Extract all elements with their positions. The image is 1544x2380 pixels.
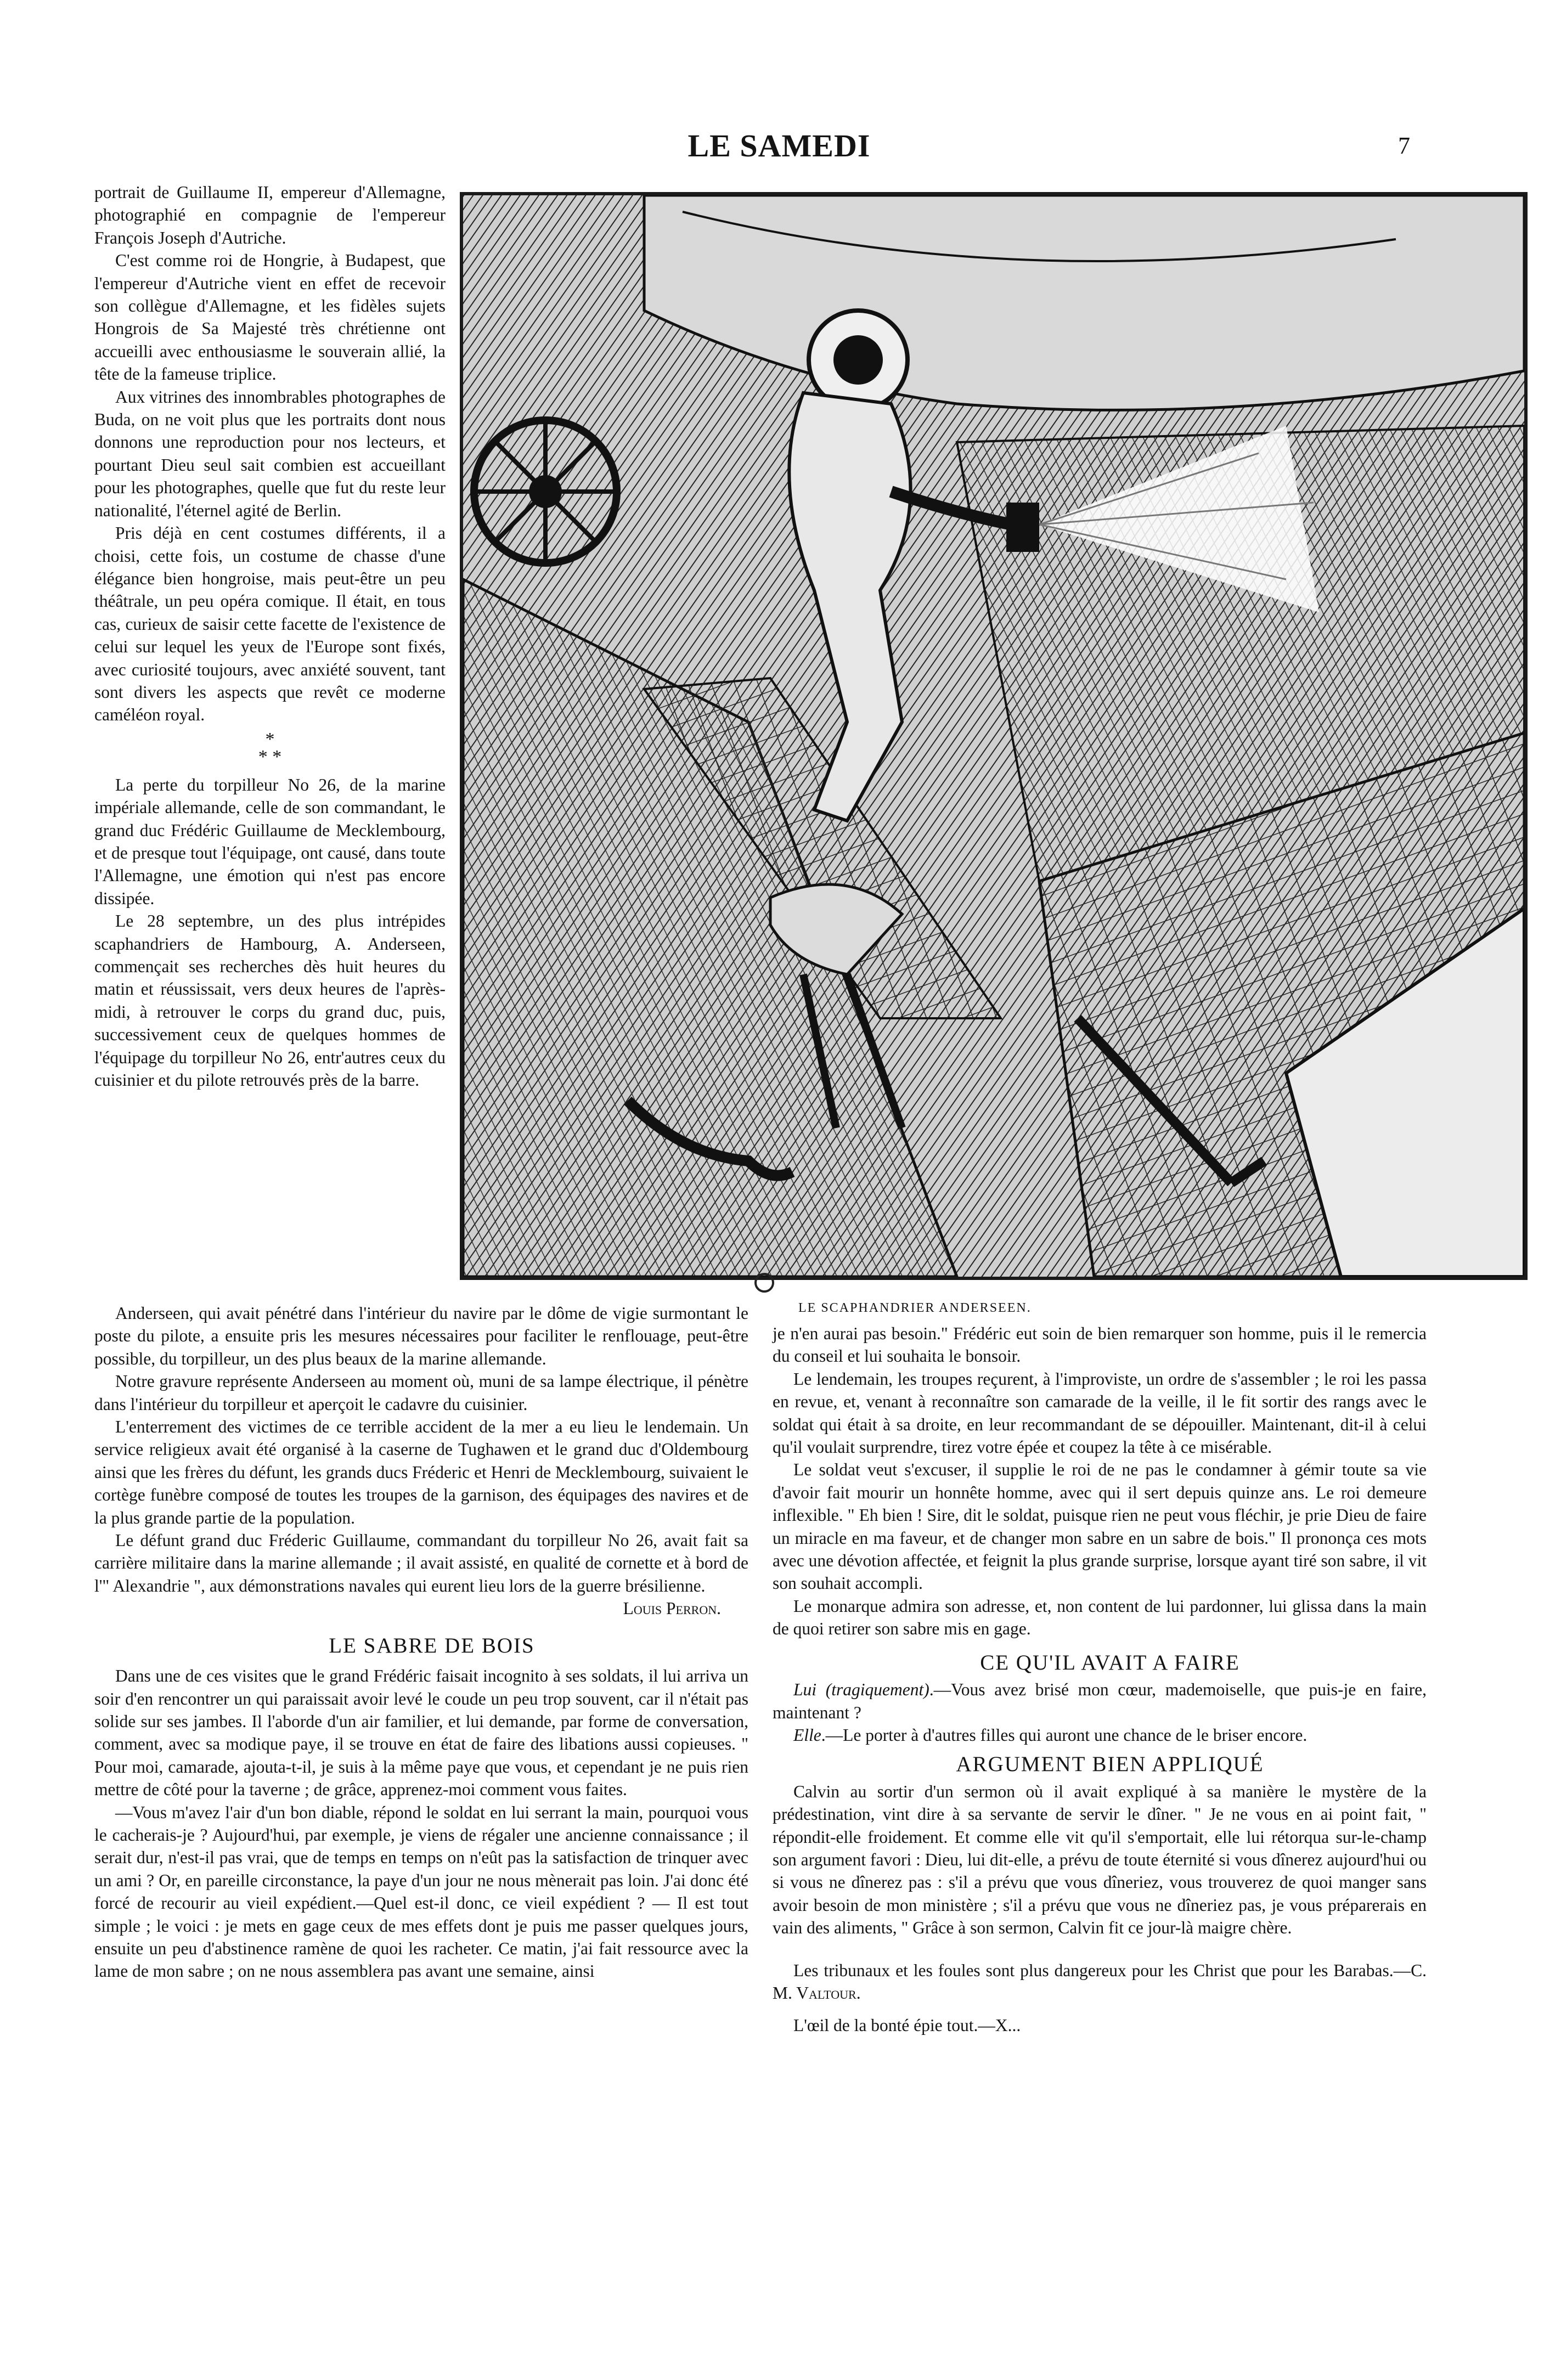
intro-paragraph: Aux vitrines des innombrables photographes de Buda, on ne voit plus que les portraits dont nous donnons une reproduction pour nos lecteurs, et pourtant Dieu seul sait combien est accueillant pour les photographes, quelle que fut du reste leur nationalité, l'éternel agité de Berlin. bbox=[94, 387, 446, 520]
dialogue-line-lui: Lui (tragiquement).—Vous avez brisé mon cœur, mademoiselle, que puis-je en faire, maintenant ? bbox=[773, 1680, 1427, 1722]
torpilleur-wide-paragraph: Notre gravure représente Anderseen au moment où, muni de sa lampe électrique, il pénètre dans l'intérieur du torpilleur et aperçoit le cadavre du cuisinier. bbox=[94, 1372, 748, 1414]
engraving-scene bbox=[463, 195, 1524, 1277]
sabre-paragraph: Dans une de ces visites que le grand Frédéric faisait incognito à ses soldats, il lui arriva un soir d'en rencontrer un qui paraissait avoir levé le coude un peu trop souvent, car il n'était pas solide sur ses jambes. Il l'aborde d'un air familier, et lui demande, par forme de conversation, comment, avec sa modique paye, il se trouve en état de faire des libations aussi copieuses. " Pour moi, camarade, ajouta-t-il, je suis à la même paye que vous, et cependant je ne puis rien mettre de côté pour la taverne ; de grâce, apprenez-moi comment vous faites. bbox=[94, 1666, 748, 1800]
engraver-mark bbox=[754, 1273, 774, 1293]
intro-paragraph: Pris déjà en cent costumes différents, il a choisi, cette fois, un costume de chasse d'une élégance bien hongroise, mais peut-être un peu théâtrale, un peu opéra comique. Il était, en tous cas, curieux de saisir cette facette de l'existence de celui sur lequel les yeux de l'Europe sont fixés, avec curiosité toujours, avec anxiété souvent, tant sont divers les aspects que revêt ce moderne caméléon royal. bbox=[94, 523, 446, 725]
intro-paragraph: C'est comme roi de Hongrie, à Budapest, que l'empereur d'Autriche vient en effet de recevoir son collègue d'Allemagne, et les fidèles sujets Hongrois de Sa Majesté très chrétienne ont accueilli avec enthousiasme le souverain allié, la tête de la fameuse triplice. bbox=[94, 251, 446, 384]
intro-paragraph: portrait de Guillaume II, empereur d'Allemagne, photographié en compagnie de l'empereur François Joseph d'Autriche. bbox=[94, 183, 446, 247]
diver-illustration bbox=[460, 192, 1528, 1280]
author-signature: Louis Perron. bbox=[623, 1599, 721, 1618]
torpilleur-paragraph: La perte du torpilleur No 26, de la marine impériale allemande, celle de son commandant, le grand duc Frédéric Guillaume de Mecklembourg, et de presque tout l'équipage, ont causé, dans toute l'Allemagne, une émotion qui n'est pas encore dissipée. bbox=[94, 775, 446, 908]
torpilleur-wide-paragraph: Anderseen, qui avait pénétré dans l'intérieur du navire par le dôme de vigie surmontant le poste du pilote, a ensuite pris les mesures nécessaires pour faciliter le renflouage, peut-être possible, du torpilleur, un des plus beaux de la marine allemande. bbox=[94, 1304, 748, 1368]
maxim-oeil: L'œil de la bonté épie tout.—X... bbox=[793, 2016, 1021, 2035]
torpilleur-wide bbox=[94, 1302, 748, 1983]
intro-column bbox=[94, 181, 446, 1091]
torpilleur-paragraph: Le 28 septembre, un des plus intrépides scaphandriers de Hambourg, A. Anderseen, commençait ses recherches dès huit heures du matin et réussissait, vers deux heures de l'après-midi, à retrouver le corps du grand duc, puis, successivement ceux de quelques hommes de l'équipage du torpilleur No 26, entr'autres ceux du cuisinier et du pilote retrouvés près de la barre. bbox=[94, 911, 446, 1090]
newspaper-title: LE SAMEDI bbox=[688, 128, 871, 163]
torpilleur-wide-paragraph: Le défunt grand duc Fréderic Guillaume, commandant du torpilleur No 26, avait fait sa carrière militaire dans la marine allemande ; il avait assisté, en qualité de cornette et à bord de l'" Alexandrie ", aux démonstrations navales qui eurent lieu lors de la guerre brésilienne. bbox=[94, 1531, 748, 1595]
torpilleur-wide-paragraph: L'enterrement des victimes de ce terrible accident de la mer a eu lieu le lendemain. Un service religieux avait été organisé à la caserne de Tughawen et le grand duc d'Oldembourg ainsi que les frères du défunt, les grands ducs Fréderic et Henri de Mecklembourg, suivaient le cortège funèbre composé de toutes les troupes de la garnison, des équipages des navires et de la plus grande partie de la population. bbox=[94, 1417, 748, 1527]
right-column bbox=[773, 1322, 1427, 2037]
sabre-continued-paragraph: Le lendemain, les troupes reçurent, à l'improviste, un ordre de s'assembler ; le roi les passa en revue, et, venant à reconnaître son camarade de la veille, il le fit sortir des rangs avec le soldat qui était à sa droite, en leur recommandant de se dépouiller. Maintenant, dit-il à celui qu'il voulait surprendre, tirez votre épée et coupez la tête à ce misérable. bbox=[773, 1369, 1427, 1457]
maxim-tribunaux: Les tribunaux et les foules sont plus dangereux pour les Christ que pour les Barabas.—C. M. Valtour. bbox=[773, 1960, 1427, 2003]
section-separator: * * * bbox=[258, 729, 282, 767]
illustration-caption: LE SCAPHANDRIER ANDERSEEN. bbox=[798, 1301, 1032, 1315]
page-number: 7 bbox=[1398, 132, 1410, 159]
sabre-paragraph: —Vous m'avez l'air d'un bon diable, répond le soldat en lui serrant la main, pourquoi vous le cacherais-je ? Aujourd'hui, par exemple, je viens de régaler une ancienne connaissance ; il serait dur, n'est-il pas vrai, que de temps en temps on n'eût pas la satisfaction de trinquer avec un ami ? Or, en pareille circonstance, la paye d'un jour ne nous mènerait pas loin. J'ai donc été forcé de recourir au vieil expédient.—Quel est-il donc, ce vieil expédient ? — Il est tout simple ; le voici : je mets en gage ceux de mes effets dont je puis me passer quelques jours, ensuite un peu d'abstinence ramène de quoi les racheter. Ce matin, j'ai fait ressource avec la lame de mon sabre ; on ne nous assemblera pas avant une semaine, ainsi bbox=[94, 1802, 748, 1981]
section-title-quil-avait: CE QU'IL AVAIT A FAIRE bbox=[980, 1650, 1240, 1674]
section-title-argument: ARGUMENT BIEN APPLIQUÉ bbox=[956, 1752, 1264, 1776]
section-title-sabre: LE SABRE DE BOIS bbox=[329, 1633, 535, 1657]
argument-paragraph: Calvin au sortir d'un sermon où il avait expliqué à sa manière le mystère de la prédestination, vint dire à sa servante de servir le dîner. " Je ne vous en ai point fait, " répondit-elle froidement. Et comme elle vit qu'il s'emportait, elle lui rétorqua sur-le-champ son argument favori : Dieu, lui dit-elle, a prévu de toute éternité si vous dînerez aujourd'hui ou si vous ne dînerez pas : s'il a prévu que vous dîneriez, vous trouverez de quoi manger sans avoir besoin de mon ministère ; s'il a prévu que vous ne dîneriez pas, je vous préparerais en vain des aliments, " Grâce à son sermon, Calvin fit ce jour-là maigre chère. bbox=[773, 1781, 1427, 1938]
sabre-continued-paragraph: Le soldat veut s'excuser, il supplie le roi de ne pas le condamner à gémir toute sa vie d'avoir fait mourir un honnête homme, avec qui il sert depuis quinze ans. Le roi demeure inflexible. " Eh bien ! Sire, dit le soldat, puisque rien ne peut vous fléchir, je prie Dieu de faire un miracle en ma faveur, et de changer mon sabre en un sabre de bois." Il prononça ces mots avec une dévotion affectée, et feignit la plus grande surprise, lorsque ayant tiré son sabre, il vit son souhait accompli. bbox=[773, 1460, 1427, 1593]
sabre-continued-paragraph: Le monarque admira son adresse, et, non content de lui pardonner, lui glissa dans la main de quoi retirer son sabre mis en gage. bbox=[773, 1596, 1427, 1639]
dialogue-line-elle: Elle.—Le porter à d'autres filles qui auront une chance de le briser encore. bbox=[793, 1725, 1308, 1745]
sabre-continued-paragraph: je n'en aurai pas besoin." Frédéric eut soin de bien remarquer son homme, puis il le remercia du conseil et lui souhaita le bonsoir. bbox=[773, 1324, 1427, 1366]
